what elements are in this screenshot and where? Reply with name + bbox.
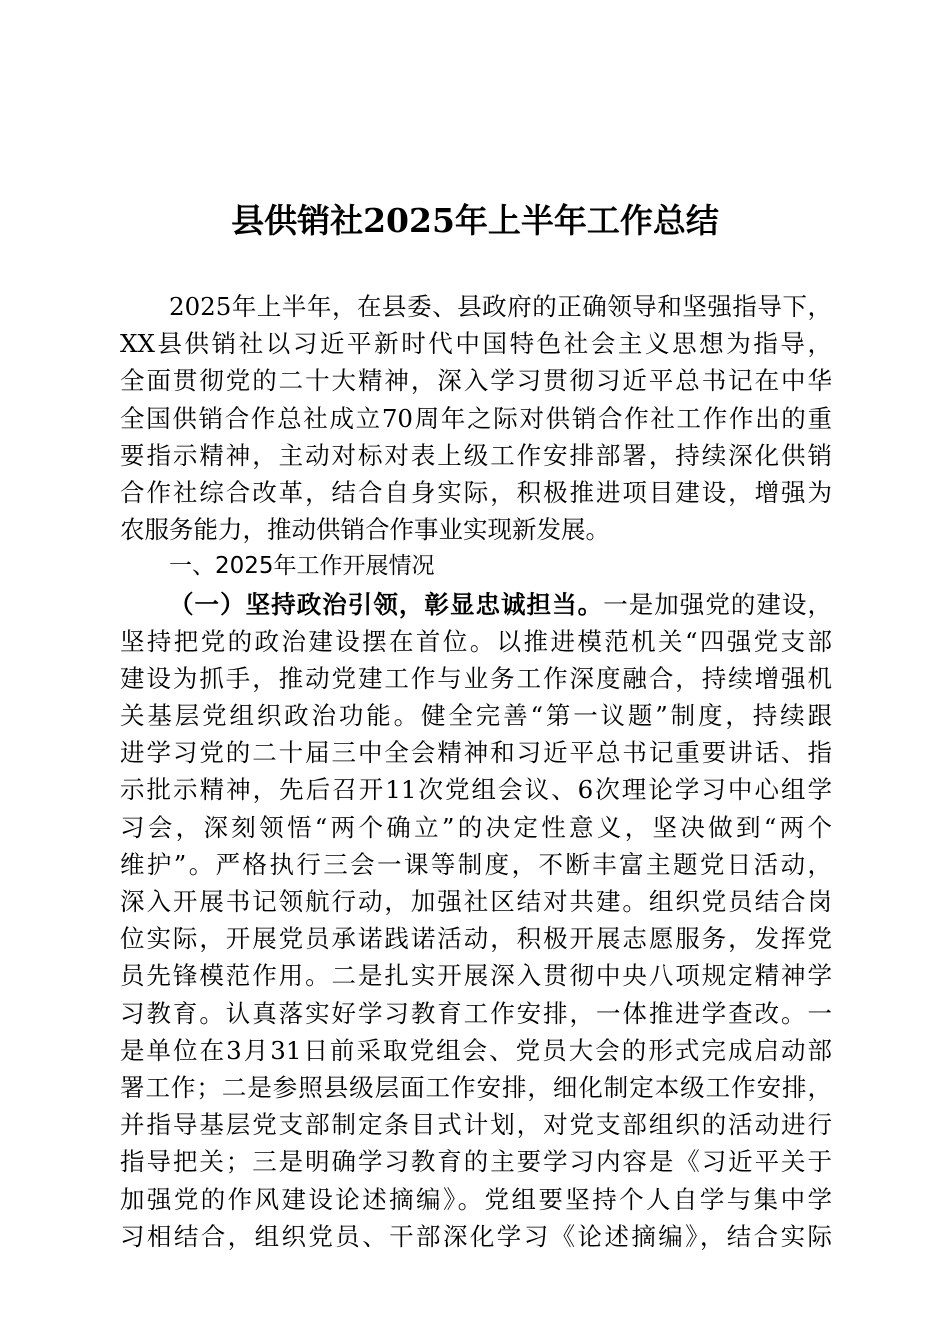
intro-line: 2025年上半年，在县委、县政府的正确领导和坚强指导下， [169,292,832,321]
paragraph-line: 是单位在3月31日前采取党组会、党员大会的形式完成启动部 [120,1035,832,1065]
paragraph-line: 位实际，开展党员承诺践诺活动，积极开展志愿服务，发挥党 [120,924,832,954]
section-heading: 一、2025年工作开展情况 [169,553,435,580]
intro-line: 要指示精神，主动对标对表上级工作安排部署，持续深化供销 [120,440,832,470]
paragraph-line: 员先锋模范作用。二是扎实开展深入贯彻中央八项规定精神学 [120,961,832,991]
paragraph-line: 加强党的作风建设论述摘编》。党组要坚持个人自学与集中学 [120,1184,832,1214]
intro-line: 全面贯彻党的二十大精神，深入学习贯彻习近平总书记在中华 [120,366,832,396]
intro-line: XX县供销社以习近平新时代中国特色社会主义思想为指导， [120,329,832,359]
paragraph-line: 建设为抓手，推动党建工作与业务工作深度融合，持续增强机 [120,663,832,693]
intro-line: 全国供销合作总社成立70周年之际对供销合作社工作作出的重 [120,403,832,433]
paragraph-line: 习相结合，组织党员、干部深化学习《论述摘编》，结合实际 [120,1221,832,1251]
paragraph-text: 一是加强党的建设， [603,589,833,619]
intro-line: 合作社综合改革，结合自身实际，积极推进项目建设，增强为 [120,477,832,507]
subsection-heading: （一）坚持政治引领，彰显忠诚担当。 [169,589,604,619]
intro-line: 农服务能力，推动供销合作事业实现新发展。 [120,515,610,545]
paragraph-line: 深入开展书记领航行动，加强社区结对共建。组织党员结合岗 [120,887,832,916]
paragraph-line: 进学习党的二十届三中全会精神和习近平总书记重要讲话、指 [120,738,832,768]
paragraph-line: 维护”。严格执行三会一课等制度，不断丰富主题党日活动， [120,849,832,879]
paragraph-line: 指导把关；三是明确学习教育的主要学习内容是《习近平关于 [120,1147,832,1177]
paragraph-line: 坚持把党的政治建设摆在首位。以推进模范机关“四强党支部 [120,626,832,656]
paragraph-line: 习教育。认真落实好学习教育工作安排，一体推进学查改。一 [120,998,832,1028]
paragraph-line: 关基层党组织政治功能。健全完善“第一议题”制度，持续跟 [120,701,832,731]
paragraph-line: 并指导基层党支部制定条目式计划，对党支部组织的活动进行 [120,1110,832,1140]
paragraph-line: 署工作；二是参照县级层面工作安排，细化制定本级工作安排， [120,1072,832,1102]
paragraph-line: 示批示精神，先后召开11次党组会议、6次理论学习中心组学 [120,775,832,805]
paragraph-line: 习会，深刻领悟“两个确立”的决定性意义，坚决做到“两个 [120,812,832,842]
document-title: 县供销社2025年上半年工作总结 [231,201,719,240]
subsection-first-line [120,586,832,623]
document-body [120,288,832,1255]
